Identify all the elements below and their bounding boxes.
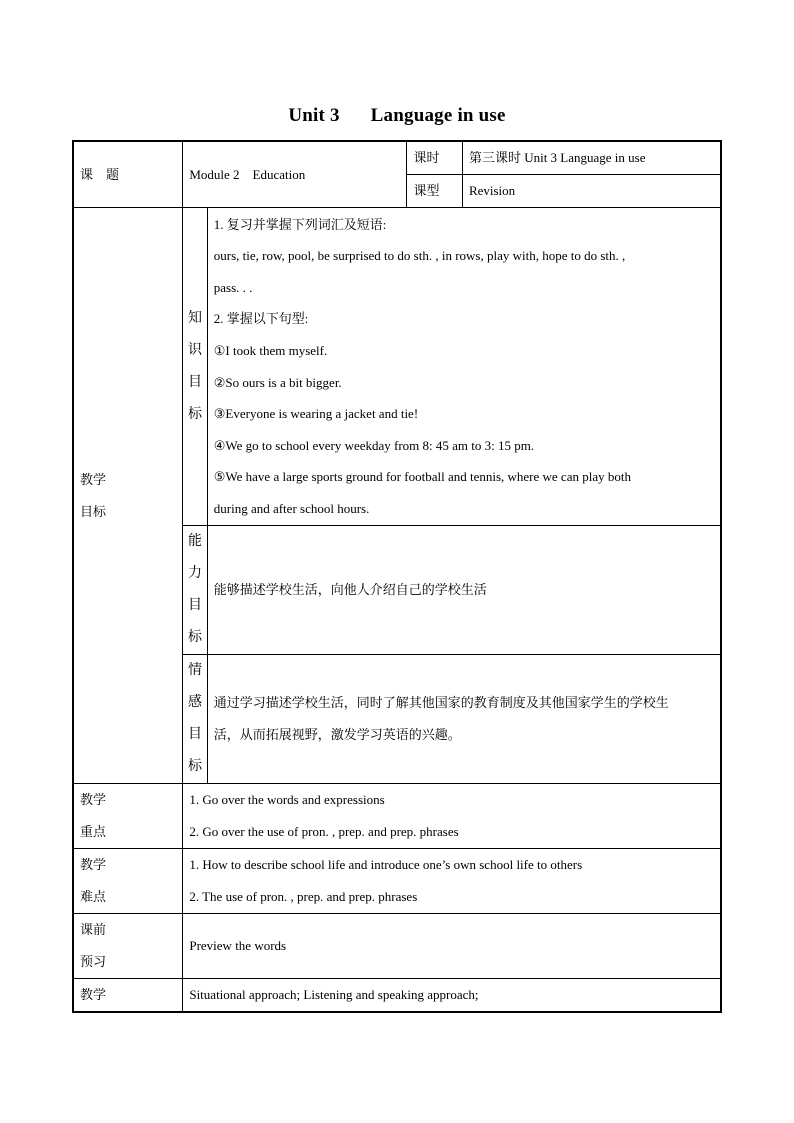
topic-label: 课 题 (73, 141, 183, 208)
topic-value: Module 2 Education (183, 141, 407, 208)
emotion-char: 感 (188, 695, 203, 710)
knowledge-char: 知 (188, 310, 203, 326)
difficulty-line: 2. The use of pron. , prep. and prep. phrases (189, 889, 418, 904)
title-unit: Unit 3 (288, 105, 340, 126)
knowledge-content (207, 208, 721, 526)
knowledge-line: ⑤We have a large sports ground for football and tennis, where we can play both (213, 469, 631, 485)
difficulty-line: 1. How to describe school life and introduce one’s own school life to others (189, 857, 583, 873)
ability-content: 能够描述学校生活，向他人介绍自己的学校生活 (207, 526, 721, 655)
preview-row (73, 914, 721, 979)
objectives-label-line2: 目标 (80, 503, 107, 519)
emotion-label (183, 655, 207, 784)
method-row (73, 979, 721, 1013)
ability-char: 力 (188, 566, 203, 581)
difficulties-label-line1: 教学 (80, 857, 107, 872)
preview-label-line2: 预习 (80, 954, 107, 969)
method-label: 教学 (73, 979, 183, 1013)
type-label: 课型 (407, 175, 462, 208)
knowledge-line: 1. 复习并掌握下列词汇及短语: (213, 216, 387, 232)
ability-char: 目 (188, 598, 203, 613)
ability-label (183, 526, 207, 655)
key-point-line: 1. Go over the words and expressions (189, 792, 385, 808)
emotion-line: 活，从而拓展视野，激发学习英语的兴趣。 (213, 727, 461, 742)
difficulties-content (183, 849, 721, 914)
key-points-row (73, 784, 721, 849)
ability-char: 标 (188, 630, 203, 645)
lesson-value: 第三课时 Unit 3 Language in use (462, 141, 721, 175)
knowledge-char: 识 (188, 342, 203, 358)
ability-char: 能 (188, 534, 203, 549)
key-points-label (73, 784, 183, 849)
key-points-label-line1: 教学 (80, 792, 107, 807)
difficulties-label-line2: 难点 (80, 889, 107, 904)
emotion-line: 通过学习描述学校生活，同时了解其他国家的教育制度及其他国家学生的学校生 (213, 695, 669, 711)
header-row-1 (73, 141, 721, 175)
page-title (0, 105, 794, 127)
key-point-line: 2. Go over the use of pron. , prep. and prep. phrases (189, 824, 459, 839)
knowledge-line: ①I took them myself. (213, 342, 328, 358)
knowledge-line: ②So ours is a bit bigger. (213, 374, 342, 390)
knowledge-line: ③Everyone is wearing a jacket and tie! (213, 406, 419, 422)
knowledge-line: during and after school hours. (213, 500, 370, 516)
knowledge-line: ④We go to school every weekday from 8: 45 am to 3: 15 pm. (213, 437, 535, 453)
knowledge-label (183, 208, 207, 526)
objectives-label (73, 208, 183, 784)
lesson-plan-table (72, 140, 722, 1013)
knowledge-line: 2. 掌握以下句型: (213, 311, 309, 327)
difficulties-label (73, 849, 183, 914)
objectives-label-line1: 教学 (80, 471, 107, 487)
knowledge-row (73, 208, 721, 526)
key-points-content (183, 784, 721, 849)
preview-content: Preview the words (183, 914, 721, 979)
preview-label (73, 914, 183, 979)
lesson-label: 课时 (407, 141, 462, 175)
method-content: Situational approach; Listening and speaking approach; (183, 979, 721, 1013)
knowledge-char: 标 (188, 406, 203, 422)
emotion-char: 标 (188, 759, 203, 774)
emotion-char: 情 (188, 663, 203, 678)
type-value: Revision (462, 175, 721, 208)
knowledge-line: pass. . . (213, 279, 253, 295)
difficulties-row (73, 849, 721, 914)
knowledge-line: ours, tie, row, pool, be surprised to do sth. , in rows, play with, hope to do sth. , (213, 248, 626, 264)
key-points-label-line2: 重点 (80, 824, 107, 839)
emotion-char: 目 (188, 727, 203, 742)
knowledge-char: 目 (188, 374, 203, 390)
preview-label-line1: 课前 (80, 922, 107, 937)
emotion-content (207, 655, 721, 784)
title-topic: Language in use (370, 105, 506, 126)
